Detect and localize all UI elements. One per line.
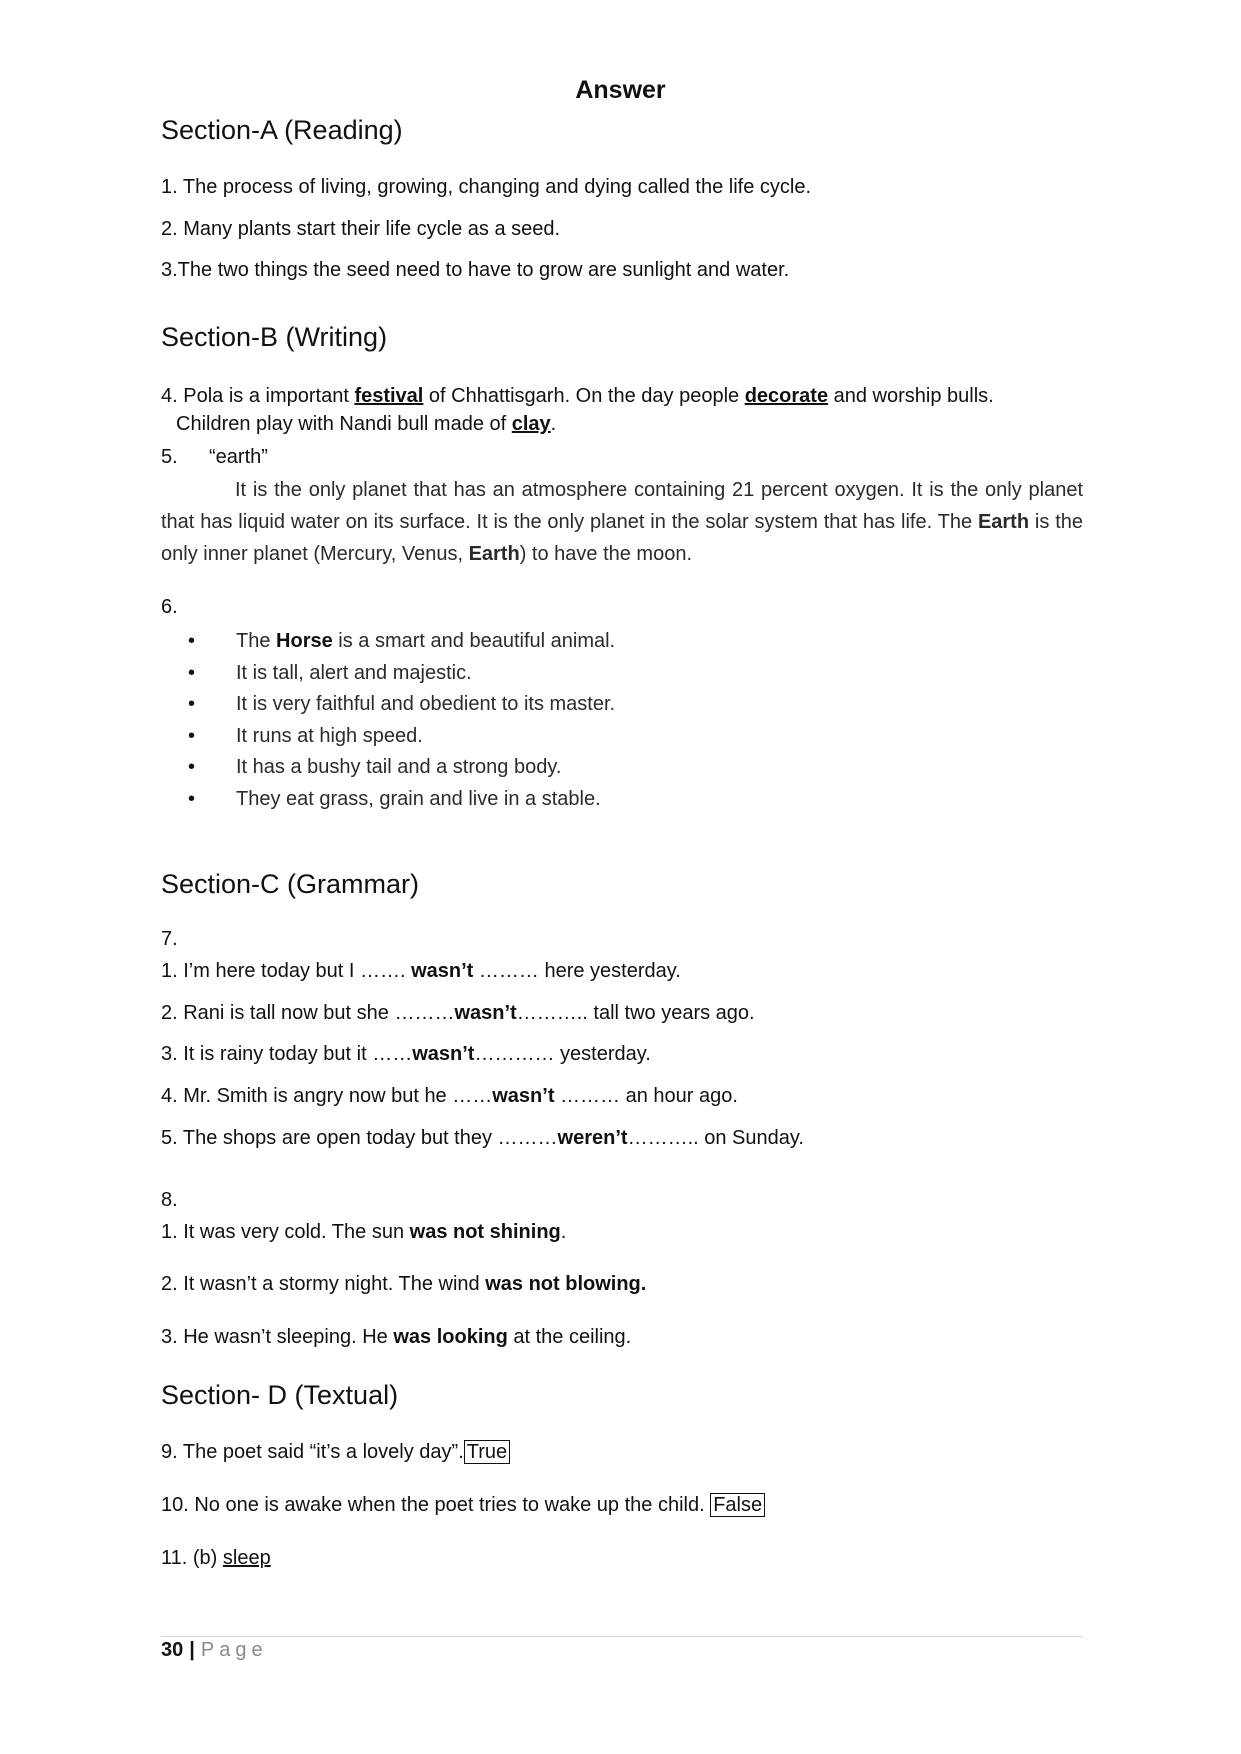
answer-5-number: 5. [161, 446, 178, 468]
answer-11: 11. (b) sleep [161, 1547, 271, 1569]
list-item: • They eat grass, grain and live in a stable. [188, 784, 615, 816]
answer-10: 10. No one is awake when the poet tries to wake up the child. False [161, 1494, 765, 1517]
answer-4-line-1: 4. Pola is a important festival of Chhattisgarh. On the day people decorate and worship bulls. [161, 385, 994, 407]
footer-divider [161, 1636, 1083, 1637]
bullet-icon: • [188, 756, 196, 779]
answer-8-3: 3. He wasn’t sleeping. He was looking at the ceiling. [161, 1326, 632, 1348]
answer-4-festival: festival [354, 385, 424, 407]
bullet-icon: • [188, 724, 196, 747]
bullet-icon: • [188, 693, 196, 716]
answer-9: 9. The poet said “it’s a lovely day”. True [161, 1441, 510, 1464]
answer-5-word: “earth” [209, 446, 268, 468]
answer-7-1: 1. I’m here today but I ……. wasn’t ……… here yesterday. [161, 960, 681, 982]
answer-7-number: 7. [161, 928, 178, 950]
answer-6-number: 6. [161, 596, 178, 618]
page-number: 30 [161, 1639, 184, 1661]
answer-8-1: 1. It was very cold. The sun was not shining. [161, 1221, 567, 1243]
list-item: • It is tall, alert and majestic. [188, 658, 615, 690]
section-b-heading: Section-B (Writing) [161, 322, 388, 352]
page-title: Answer [575, 76, 666, 104]
section-c-heading: Section-C (Grammar) [161, 869, 420, 899]
answer-4-line-2: Children play with Nandi bull made of clay. [176, 413, 557, 435]
bullet-icon: • [188, 787, 196, 810]
bullet-icon: • [188, 630, 196, 652]
answer-10-false-box: False [710, 1493, 765, 1517]
footer-separator: | [189, 1639, 195, 1661]
list-item: • It runs at high speed. [188, 721, 615, 753]
footer-page-label: Page [200, 1639, 268, 1661]
answer-11-sleep: sleep [222, 1547, 271, 1569]
answer-7-4: 4. Mr. Smith is angry now but he ……wasn’t ……… an hour ago. [161, 1085, 738, 1107]
answer-3: 3.The two things the seed need to have to grow are sunlight and water. [161, 259, 790, 281]
answer-7-2: 2. Rani is tall now but she ………wasn’t……….. tall two years ago. [161, 1002, 755, 1024]
answer-6-list [188, 626, 615, 816]
answer-4-decorate: decorate [744, 385, 829, 407]
page-footer [161, 1639, 268, 1662]
bullet-icon: • [188, 661, 196, 684]
answer-7-3: 3. It is rainy today but it ……wasn’t………… yesterday. [161, 1043, 651, 1065]
section-a-heading: Section-A (Reading) [161, 115, 403, 145]
answer-9-true-box: True [464, 1440, 510, 1464]
answer-5-paragraph: It is the only planet that has an atmosphere containing 21 percent oxygen. It is the only planet that has liquid water on its surface. It is the only planet in the solar system that has life. The Earth is the only inner planet (Mercury, Venus, Earth) to have the moon. [161, 479, 1083, 565]
answer-8-2: 2. It wasn’t a stormy night. The wind was not blowing. [161, 1273, 647, 1295]
answer-7-5: 5. The shops are open today but they ………weren’t……….. on Sunday. [161, 1127, 804, 1149]
list-item: • It has a bushy tail and a strong body. [188, 752, 615, 784]
answer-1: 1. The process of living, growing, changing and dying called the life cycle. [161, 176, 812, 198]
section-d-heading: Section- D (Textual) [161, 1380, 399, 1410]
answer-2: 2. Many plants start their life cycle as a seed. [161, 218, 561, 240]
list-item: • It is very faithful and obedient to its master. [188, 689, 615, 721]
answer-8-number: 8. [161, 1189, 178, 1211]
list-item: • The Horse is a smart and beautiful animal. [188, 626, 615, 658]
answer-4-clay: clay [511, 413, 551, 435]
answer-4-number: 4. [161, 385, 178, 407]
